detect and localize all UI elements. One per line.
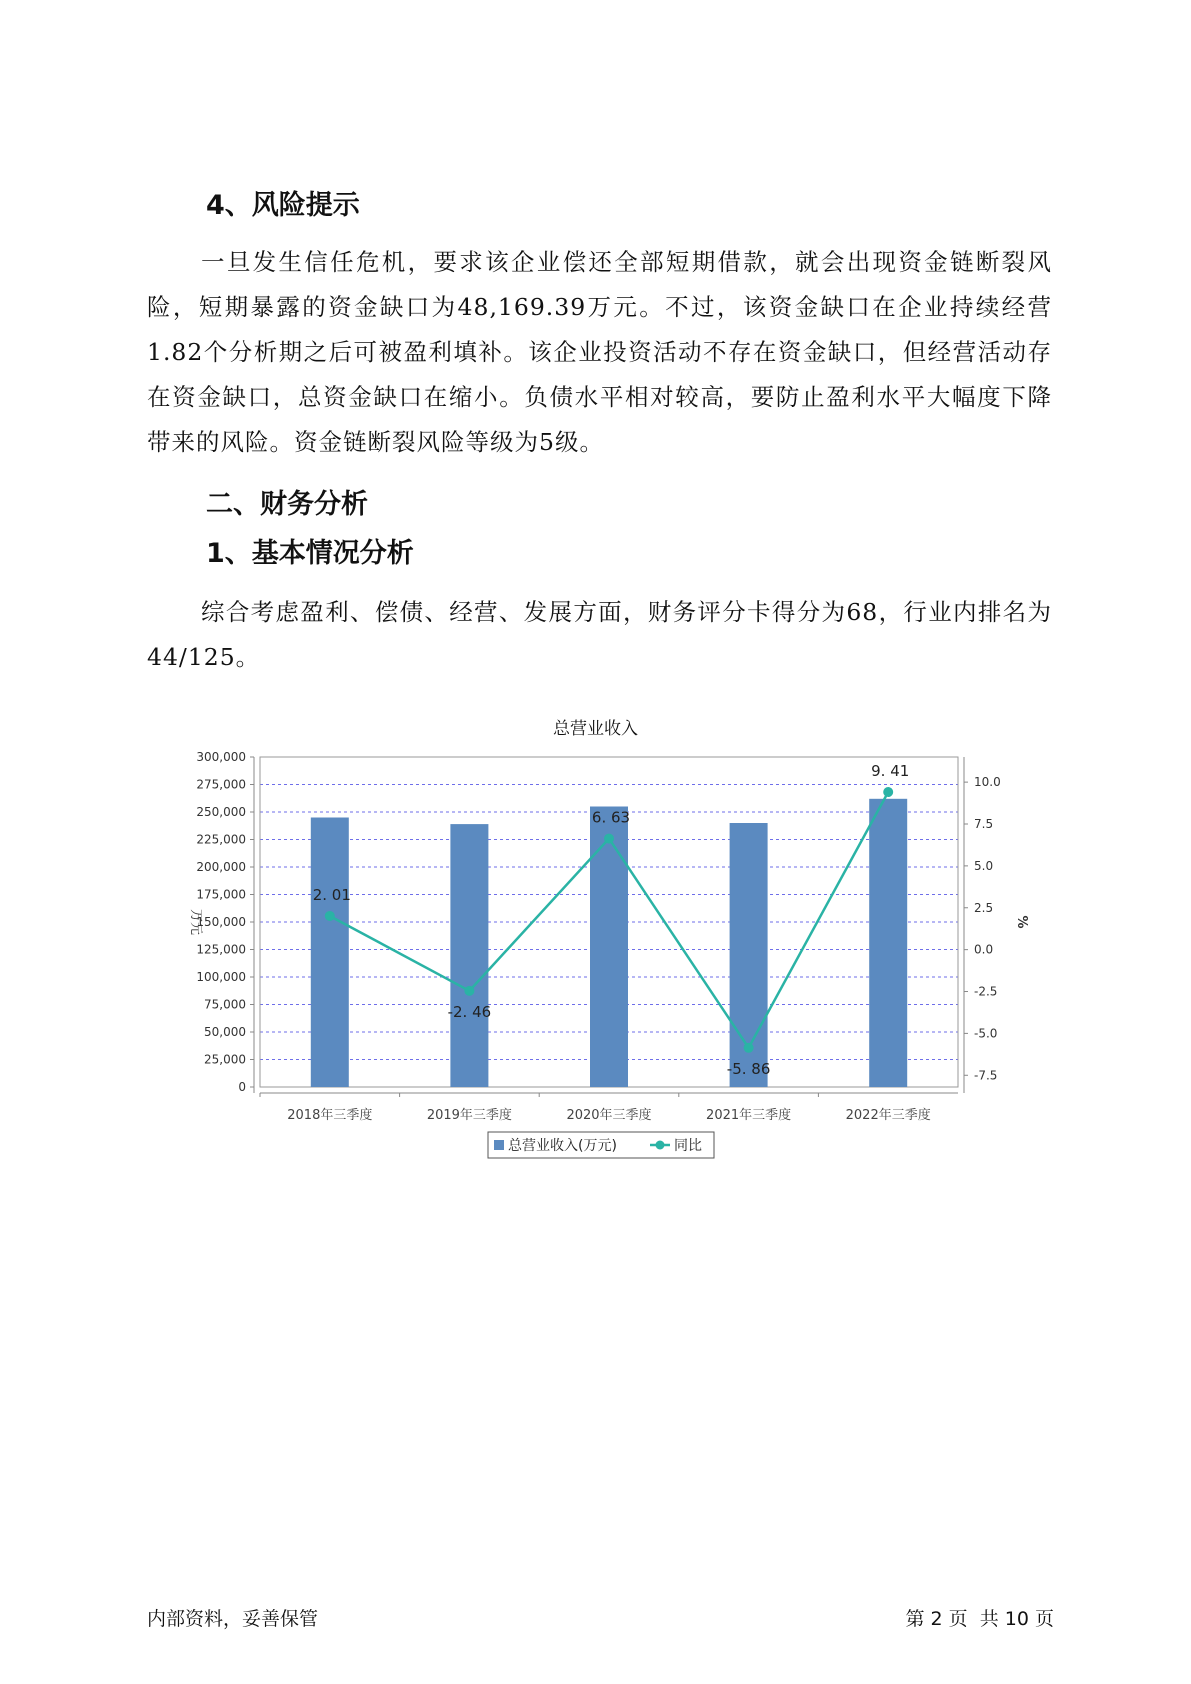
left-axis-tick-label: 250,000	[196, 805, 246, 819]
right-axis-tick-label: 2.5	[974, 900, 994, 915]
left-axis-tick-label: 0	[238, 1080, 246, 1094]
left-axis-tick-label: 275,000	[196, 777, 246, 792]
category-label: 2021年三季度	[706, 1108, 792, 1123]
chart-title: 总营业收入	[553, 719, 638, 739]
right-axis-tick-label: 5.0	[974, 858, 994, 873]
left-axis-tick-label: 200,000	[196, 860, 246, 874]
left-axis-tick-label: 50,000	[204, 1025, 246, 1039]
category-label: 2020年三季度	[566, 1108, 652, 1123]
left-axis-tick-label: 125,000	[196, 942, 246, 957]
risk-paragraph: 一旦发生信任危机，要求该企业偿还全部短期借款，就会出现资金链断裂风险，短期暴露的资金缺口为48,169.39万元。不过，该资金缺口在企业持续经营 1.82个分析期之后可被盈利填补。该企业投资活动不存在资金缺口，但经营活动存在资金缺口，总资金缺口在缩小。负债水平相对较高，要防止盈利水平大幅度下降带来的风险。资金链断裂风险等级为5级。	[147, 248, 1052, 456]
category-label: 2022年三季度	[845, 1108, 931, 1123]
category-label: 2019年三季度	[426, 1108, 512, 1123]
legend-line-marker	[656, 1141, 665, 1150]
footer-left: 内部资料，妥善保管	[147, 1608, 319, 1630]
yoy-point	[744, 1043, 754, 1053]
section-heading-financial-analysis: 二、财务分析	[206, 489, 368, 520]
right-axis-tick-label: 7.5	[974, 817, 994, 832]
yoy-data-label: -2. 46	[447, 1002, 492, 1021]
left-axis-label: 万元	[188, 908, 203, 936]
section-heading-basic-analysis: 1、基本情况分析	[206, 538, 414, 569]
right-axis-tick-label: 10.0	[974, 775, 1001, 790]
yoy-point	[325, 911, 335, 921]
left-axis-tick-label: 300,000	[196, 750, 246, 764]
left-axis-tick-label: 25,000	[204, 1052, 246, 1067]
legend-line-label: 同比	[674, 1138, 702, 1154]
yoy-point	[464, 986, 474, 996]
right-axis-tick-label: -5.0	[974, 1026, 998, 1041]
yoy-data-label: 9. 41	[871, 762, 910, 781]
page-number: 第 2 页 共 10 页	[905, 1608, 1054, 1630]
left-axis-tick-label: 225,000	[196, 832, 246, 847]
bar	[450, 824, 488, 1087]
left-axis-tick-label: 75,000	[204, 997, 246, 1012]
yoy-point	[883, 787, 893, 797]
bar	[590, 807, 631, 1088]
right-axis-tick-label: -7.5	[974, 1068, 998, 1083]
right-axis-tick-label: 0.0	[974, 942, 994, 957]
left-axis-tick-label: 100,000	[196, 970, 246, 984]
legend-bar-label: 总营业收入(万元)	[508, 1138, 617, 1154]
right-axis-label: %	[1014, 915, 1029, 929]
right-axis-tick-label: -2.5	[974, 984, 998, 999]
left-axis-tick-label: 150,000	[196, 915, 246, 929]
category-label: 2018年三季度	[287, 1108, 373, 1123]
yoy-data-label: -5. 86	[726, 1059, 771, 1078]
legend-bar-swatch	[494, 1140, 504, 1150]
section-heading-risk: 4、风险提示	[206, 190, 360, 221]
left-axis-tick-label: 175,000	[196, 887, 246, 902]
bar	[869, 799, 907, 1087]
yoy-point	[604, 834, 614, 844]
bar	[311, 818, 349, 1088]
yoy-data-label: 2. 01	[312, 885, 351, 904]
yoy-data-label: 6. 63	[591, 808, 631, 827]
basic-analysis-paragraph: 综合考虑盈利、偿债、经营、发展方面，财务评分卡得分为68，行业内排名为44/125。	[147, 598, 1052, 671]
